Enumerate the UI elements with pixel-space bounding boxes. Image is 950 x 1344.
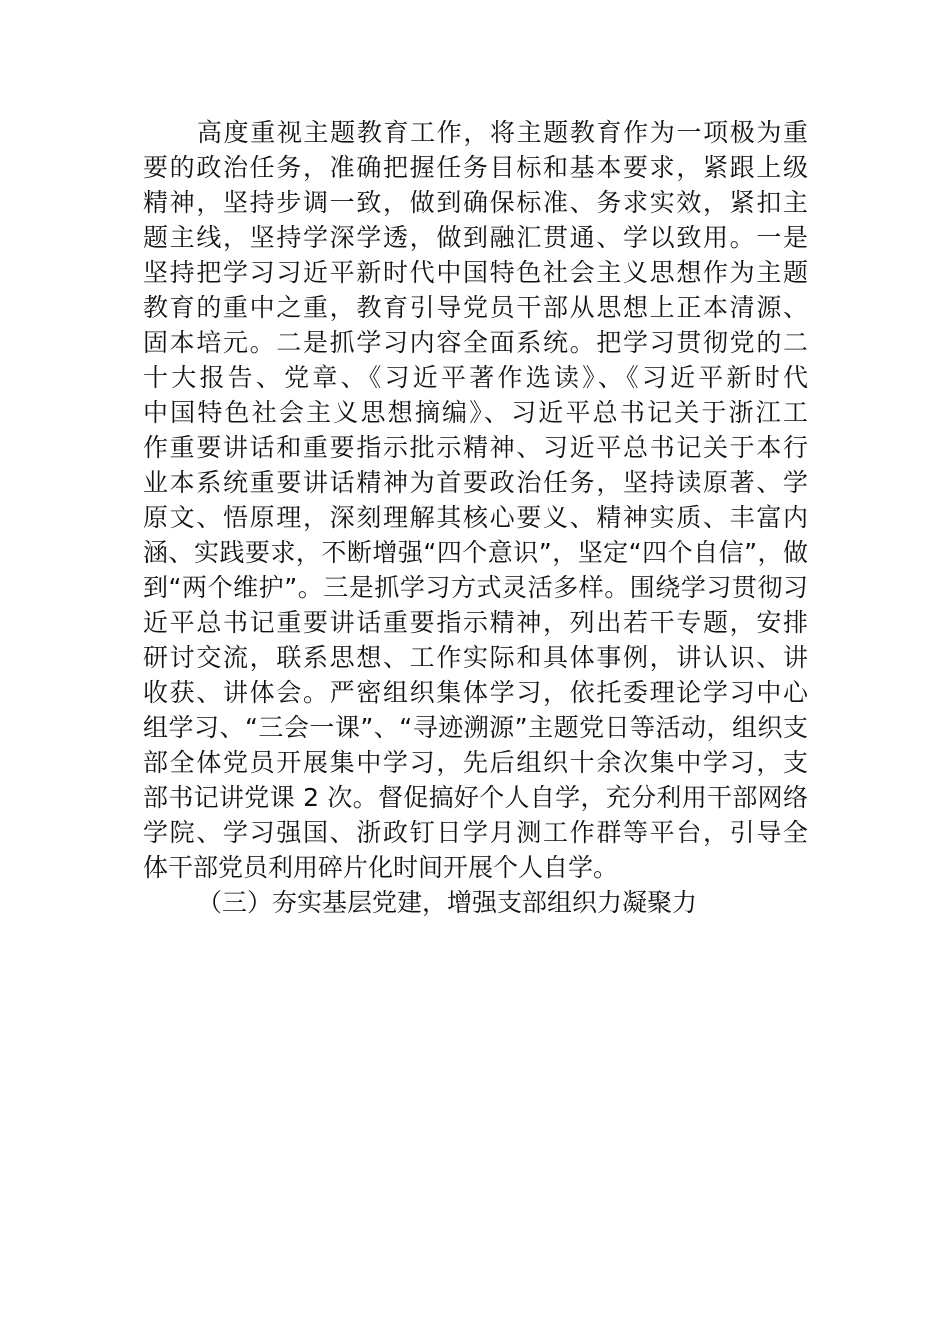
paragraph-line: 研讨交流，联系思想、工作实际和具体事例，讲认识、讲 bbox=[143, 643, 808, 672]
paragraph-line: 收获、讲体会。严密组织集体学习，依托委理论学习中心 bbox=[143, 678, 808, 707]
paragraph-line: 高度重视主题教育工作，将主题教育作为一项极为重 bbox=[197, 118, 808, 147]
paragraph-line: 十大报告、党章、《习近平著作选读》、《习近平新时代 bbox=[143, 363, 808, 392]
paragraph-line: 作重要讲话和重要指示批示精神、习近平总书记关于本行 bbox=[143, 433, 808, 462]
paragraph-line: 固本培元。二是抓学习内容全面系统。把学习贯彻党的二 bbox=[143, 328, 808, 357]
paragraph-line: 精神，坚持步调一致，做到确保标准、务求实效，紧扣主 bbox=[143, 188, 808, 217]
document-body bbox=[143, 115, 808, 920]
paragraph-line: 题主线，坚持学深学透，做到融汇贯通、学以致用。一是 bbox=[143, 223, 808, 252]
paragraph-line: 原文、悟原理，深刻理解其核心要义、精神实质、丰富内 bbox=[143, 503, 808, 532]
paragraph-line: 体干部党员利用碎片化时间开展个人自学。 bbox=[143, 853, 619, 882]
paragraph-line: 要的政治任务，准确把握任务目标和基本要求，紧跟上级 bbox=[143, 153, 808, 182]
paragraph-line: 涵、实践要求，不断增强“四个意识”，坚定“四个自信”，做 bbox=[143, 538, 808, 567]
paragraph-line: 组学习、“三会一课”、“寻迹溯源”主题党日等活动，组织支 bbox=[143, 713, 808, 742]
paragraph-line: 教育的重中之重，教育引导党员干部从思想上正本清源、 bbox=[143, 293, 808, 322]
paragraph-line: 近平总书记重要讲话重要指示精神，列出若干专题，安排 bbox=[143, 608, 808, 637]
paragraph-line: 部书记讲党课 2 次。督促搞好个人自学，充分利用干部网络 bbox=[143, 783, 808, 812]
paragraph-line: 学院、学习强国、浙政钉日学月测工作群等平台，引导全 bbox=[143, 818, 808, 847]
paragraph-line: 到“两个维护”。三是抓学习方式灵活多样。围绕学习贯彻习 bbox=[143, 573, 808, 602]
section-heading: （三）夯实基层党建，增强支部组织力凝聚力 bbox=[197, 888, 698, 917]
paragraph-line: 业本系统重要讲话精神为首要政治任务，坚持读原著、学 bbox=[143, 468, 808, 497]
paragraph-line: 中国特色社会主义思想摘编》、习近平总书记关于浙江工 bbox=[143, 398, 808, 427]
paragraph-line: 坚持把学习习近平新时代中国特色社会主义思想作为主题 bbox=[143, 258, 808, 287]
paragraph-line: 部全体党员开展集中学习，先后组织十余次集中学习，支 bbox=[143, 748, 808, 777]
